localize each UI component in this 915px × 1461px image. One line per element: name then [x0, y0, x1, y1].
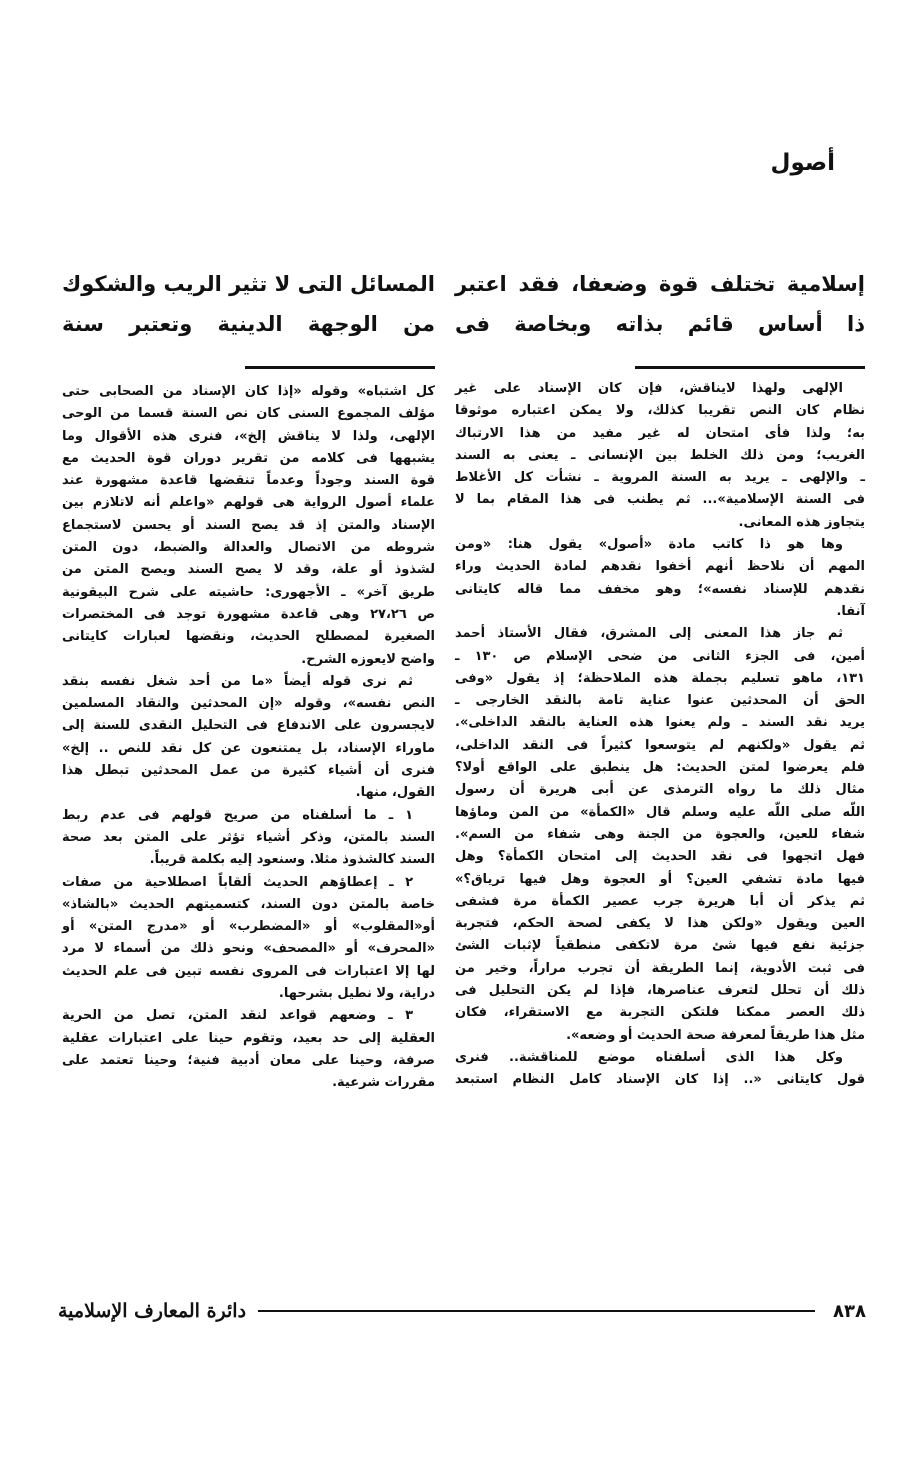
right-column-heading: [455, 264, 865, 344]
text-line: فنرى أن أشياء كثيرة من عمل المحدثين تبطل هذا: [62, 763, 435, 779]
text-line: ماوراء الإسناد، بل يمتنعون عن كل نقد للنص .. إلخ»: [62, 740, 435, 756]
text-line: ١ ـ ما أسلفناه من صريح قولهم فى عدم ربط: [62, 807, 413, 823]
text-line: ص ٢٧،٢٦ وهى قاعدة مشهورة توجد فى المختصرات: [62, 606, 436, 622]
heading-line: من الوجهة الدينية وتعتبر سنة: [62, 312, 435, 336]
text-line: فيها مادة تشفي العين؟ أو العجوة وهل فيها ترياق؟»: [455, 871, 865, 887]
text-line: شروطه من الاتصال والعدالة والضبط، دون المتن: [62, 540, 435, 556]
heading-line: ذا أساس قائم بذاته وبخاصة فى: [455, 312, 865, 336]
text-line: ذلك أن تحلل لتعرف عناصرها، فإذا لم يكن التحليل فى: [455, 983, 865, 999]
left-column-heading: [62, 264, 435, 344]
right-heading-rule: [635, 366, 865, 369]
text-line: النص نفسه»، وقوله «إن المحدثين والنقاد المسلمين: [62, 696, 435, 712]
text-line: دراية، ولا نطيل بشرحها.: [278, 986, 435, 1002]
text-line: مقررات شرعية.: [332, 1075, 435, 1091]
text-line: الحق أن المحدثين عنوا عناية تامة بالنقد الخارجى ـ: [455, 693, 865, 709]
text-line: السند كالشذوذ مثلا. وسنعود إليه بكلمة قريباً.: [149, 852, 435, 868]
text-line: ثم جاز هذا المعنى إلى المشرق، فقال الأستاذ أحمد: [455, 626, 843, 642]
heading-line: إسلامية تختلف قوة وضعفا، فقد اعتبر: [455, 272, 865, 296]
text-line: نقدهم للإسناد نفسه»؛ وهو مخفف مما قاله كايتانى: [455, 581, 865, 597]
text-line: وكل هذا الذى أسلفناه موضع للمناقشة.. فنرى: [455, 1049, 843, 1065]
text-line: ثم نرى قوله أيضاً «ما من أحد شغل نفسه بنقد: [62, 673, 413, 689]
text-line: واضح لايعوزه الشرح.: [301, 651, 435, 667]
text-line: ـ والإلهى ـ يريد به السنة المروية ـ نشأت كل الأغلاط: [455, 470, 865, 486]
left-heading-rule: [245, 366, 435, 369]
text-line: الإلهى ولهذا لايناقش، فإن كان الإسناد على غير: [455, 381, 843, 396]
text-line: لايجسرون على الاندفاع فى التحليل النقدى للسنة إلى: [62, 718, 435, 734]
text-line: مثال ذلك ما رواه الترمذى عن أبى هريرة أن رسول: [455, 782, 865, 798]
text-line: ١٣١، ماهو تسليم بجملة هذه الملاحظة؛ إذ يقول «وفى: [455, 670, 865, 686]
text-line: جزئية نفع فيها شئ مرة لاتكفى منطقياً لإثبات الشئ: [455, 938, 865, 954]
text-line: مثل هذا طريقاً لمعرفة صحة الحديث أو وضعه».: [566, 1027, 865, 1043]
text-line: طريق آخر» ـ الأجهورى: حاشيته على شرح البيقونية: [62, 584, 435, 600]
text-line: كل اشتباه» وقوله «إذا كان الإسناد من الصحابى حتى: [62, 384, 435, 399]
text-line: نظام كان النص تقريبا كذلك، ولا يمكن اعتباره موثوقا: [455, 403, 865, 419]
text-line: علماء أصول الرواية هى قولهم «واعلم أنه لاتلازم بين: [62, 495, 435, 511]
text-line: الإسناد والمتن إذ قد يصح السند أو يحسن لاستجماع: [62, 517, 435, 533]
text-line: قول كايتانى «.. إذا كان الإسناد كامل النظام استبعد: [455, 1072, 865, 1088]
text-line: الصغيرة لمصطلح الحديث، ونقضها لعبارات كايتانى: [62, 629, 435, 645]
text-line: ذلك العصر ممكنا فلتكن التجربة مع الاستقراء، فكان: [455, 1005, 865, 1021]
text-line: المهم أن نلاحظ أنهم أخفوا نقدهم لمادة الحديث وراء: [455, 559, 865, 575]
text-line: وها هو ذا كاتب مادة «أصول» يقول هنا: «ومن: [455, 537, 843, 553]
text-line: خاصة بالمتن دون السند، كتسميتهم الحديث «بالشاذ»: [62, 896, 435, 912]
text-line: قوة السند وجوداً وعدماً تنقضها قاعدة مشهورة عند: [62, 473, 435, 489]
text-line: فى ثبت الأدوية، إنما الطريقة أن تجرب مراراً، وخير من: [455, 960, 865, 976]
text-line: اللّه صلى اللّه عليه وسلم قال «الكمأة» من المن وماؤها: [455, 804, 865, 820]
text-line: صرفة، وحينا على معان أدبية فنية؛ وحينا تعتمد على: [62, 1052, 435, 1068]
text-line: العقلية إلى حد بعيد، وتقوم حينا على اعتبارات عقلية: [62, 1030, 435, 1046]
heading-line: المسائل التى لا تثير الريب والشكوك: [62, 272, 435, 296]
text-line: يتجاوز هذه المعانى.: [738, 514, 865, 530]
page-number: ٨٣٨: [833, 1300, 866, 1322]
text-line: ٢ ـ إعطاؤهم الحديث ألقاباً اصطلاحية من صفات: [62, 874, 413, 890]
text-line: به؛ ولذا فأى امتحان له غير مفيد من هذا الارتباك: [455, 425, 865, 441]
footer-rule: [258, 1310, 815, 1312]
text-line: أو«المقلوب» أو «المضطرب» أو «مدرج المتن» أو: [62, 919, 435, 935]
text-line: «المحرف» أو «المصحف» ونحو ذلك من أسماء لا مرد: [62, 941, 435, 957]
text-line: العين ويقول «ولكن هذا لا يكفى لصحة الحكم، فتجربة: [455, 916, 865, 932]
text-line: السند بالمتن، وذكر أشياء تؤثر على المتن بعد صحة: [62, 829, 435, 845]
text-line: لها إلا اعتبارات فى المروى نفسه تبين فى علم الحديث: [62, 963, 435, 979]
page-footer: [58, 1296, 866, 1326]
text-line: فلم يعرضوا لمتن الحديث: هل ينطبق على الواقع أولا؟: [455, 760, 865, 776]
text-line: يريد نقد السند ـ ولم يعنوا هذه العناية بالنقد الداخلى».: [455, 715, 865, 731]
text-line: يشبهها فى كلامه من تقرير دوران قوة الحديث مع: [62, 450, 435, 466]
text-line: ٣ ـ وضعهم قواعد لنقد المتن، تصل من الحرية: [62, 1008, 413, 1024]
text-line: شفاء للعين، والعجوة من الجنة وهى شفاء من السم».: [455, 826, 865, 842]
right-column-body: [455, 378, 865, 1092]
text-line: الإلهى، ولذا لا يناقش إلخ»، فنرى هذه الأقوال وما: [62, 428, 435, 444]
text-line: أمين، فى الجزء الثانى من ضحى الإسلام ص ١٣٠ ـ: [455, 648, 865, 664]
left-column-body: [62, 381, 435, 1095]
text-line: مؤلف المجموع السنى كان نص السنة قسما من الوحى: [62, 406, 435, 422]
text-line: القول، منها.: [355, 785, 435, 801]
text-line: ثم يذكر أن أبا هريرة جرب عصير الكمأة مرة فشفى: [455, 893, 865, 909]
text-line: ثم يقول «ولكنهم لم يتوسعوا كثيراً فى النقد الداخلى،: [455, 737, 865, 753]
text-line: لشذوذ أو علة، وقد لا يصح السند ويصح المتن من: [62, 562, 435, 578]
text-line: فهل اتجهوا فى نقد الحديث إلى امتحان الكمأة؟ وهل: [455, 849, 865, 865]
text-line: آنفا.: [836, 603, 865, 619]
text-line: فى السنة الإسلامية»... ثم يطنب فى هذا المقام بما لا: [455, 492, 865, 508]
running-head: أصول: [770, 150, 835, 176]
publication-title: دائرة المعارف الإسلامية: [58, 1300, 247, 1322]
text-line: الغريب؛ ومن ذلك الخلط بين الإنسانى ـ يعنى به السند: [455, 447, 865, 463]
